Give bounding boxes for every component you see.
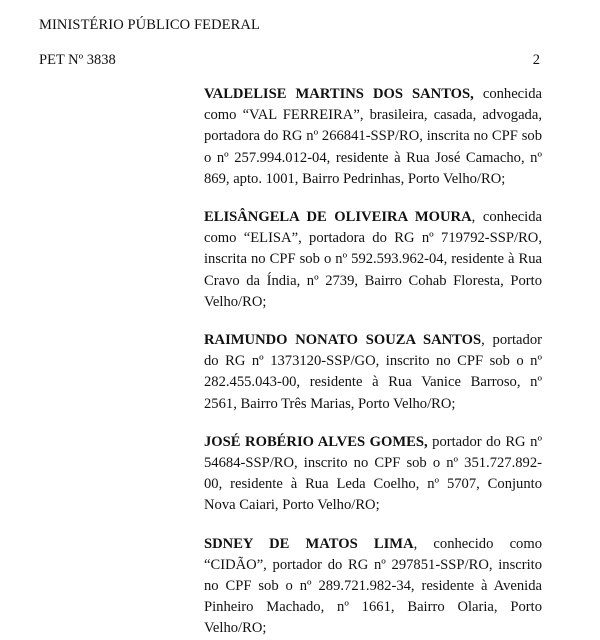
defendant-details: conhecida como “VAL FERREIRA”, brasileira, casada, advogada, portadora do RG nº 266841-SSP/RO, inscrita no CPF sob o nº 257.994.012-04, residente à Rua José Camacho, nº 869, apto. 1001, Bairro Pedrinhas, Porto Velho/RO; — [204, 86, 542, 187]
defendant-details: , conhecida como “ELISA”, portadora do RG nº 719792-SSP/RO, inscrita no CPF sob o nº 592.593.962-04, residente à Rua Cravo da Índia, nº 2739, Bairro Cohab Floresta, Porto Velho/RO; — [204, 209, 542, 310]
defendant-details: , portador do RG nº 1373120-SSP/GO, inscrito no CPF sob o nº 282.455.043-00, residente à Rua Vanice Barroso, nº 2561, Bairro Três Marias, Porto Velho/RO; — [204, 332, 542, 412]
defendant-entry — [204, 84, 542, 190]
defendant-details: , conhecido como “CIDÃO”, portador do RG nº 297851-SSP/RO, inscrito no CPF sob o nº 289.721.982-34, residente à Avenida Pinheiro Machado, nº 1661, Bairro Olaria, Porto Velho/RO; — [204, 535, 542, 637]
defendant-name: SDNEY DE MATOS LIMA — [204, 535, 414, 552]
defendants-list — [204, 84, 542, 640]
defendant-name: ELISÂNGELA DE OLIVEIRA MOURA — [204, 209, 472, 226]
organization-header: MINISTÉRIO PÚBLICO FEDERAL — [39, 17, 260, 33]
defendant-details: portador do RG nº 54684-SSP/RO, inscrito no CPF sob o nº 351.727.892-00, residente à Rua Leda Coelho, nº 5707, Conjunto Nova Caiari, Porto Velho/RO; — [204, 433, 542, 514]
defendant-name: VALDELISE MARTINS DOS SANTOS, — [204, 86, 474, 102]
page-number: 2 — [532, 52, 540, 68]
defendant-entry — [204, 534, 542, 640]
defendant-name: JOSÉ ROBÉRIO ALVES GOMES, — [204, 433, 428, 450]
petition-reference: PET Nº 3838 — [39, 52, 116, 68]
defendant-entry — [204, 432, 542, 517]
defendant-entry — [204, 207, 542, 313]
defendant-entry — [204, 330, 542, 415]
defendant-name: RAIMUNDO NONATO SOUZA SANTOS — [204, 332, 482, 349]
